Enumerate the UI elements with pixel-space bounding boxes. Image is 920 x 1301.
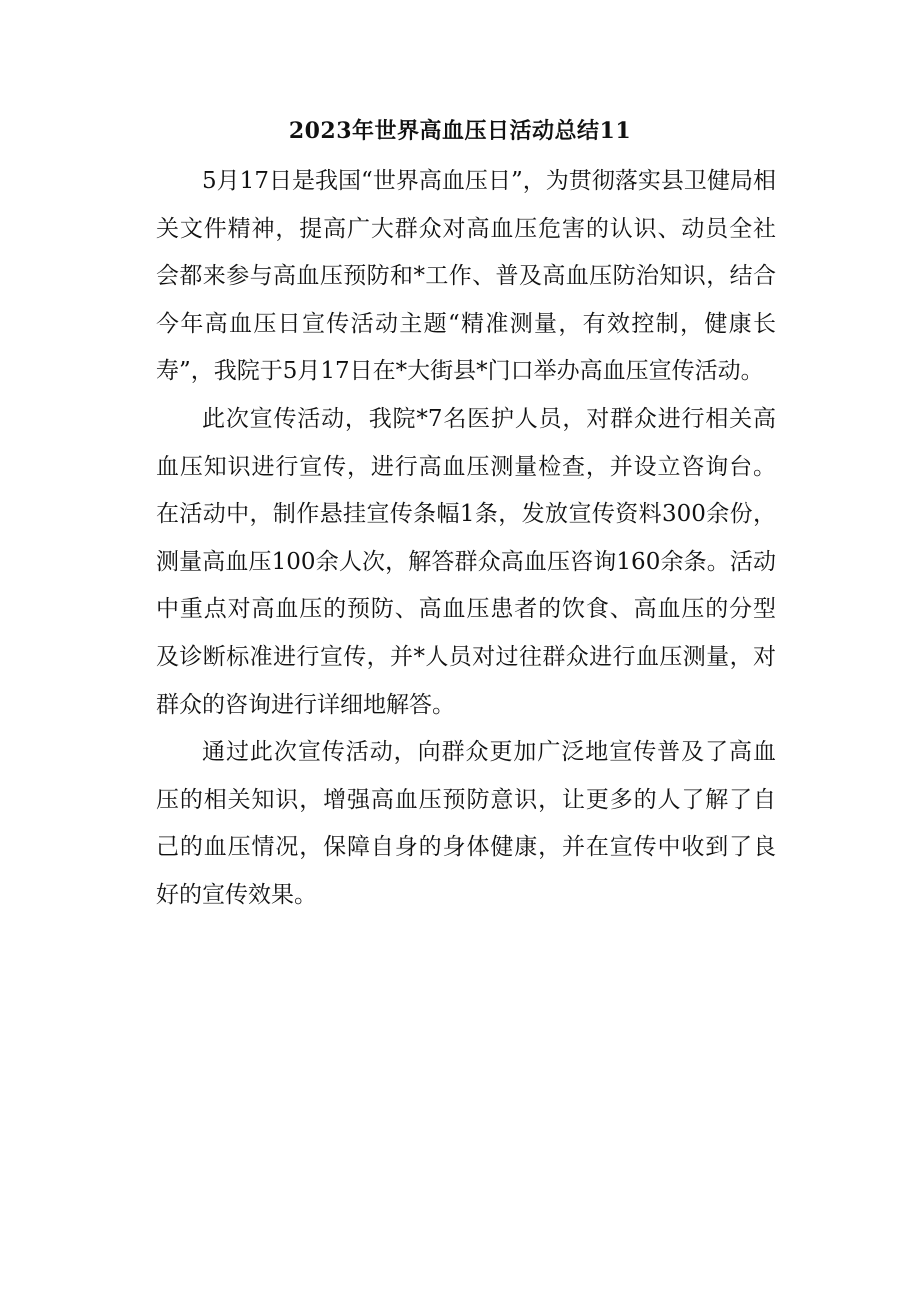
paragraph-2: 此次宣传活动，我院*7名医护人员，对群众进行相关高血压知识进行宣传，进行高血压测量检查，并设立咨询台。在活动中，制作悬挂宣传条幅1条，发放宣传资料300余份，测量高血压100余人次，解答群众高血压咨询160余条。活动中重点对高血压的预防、高血压患者的饮食、高血压的分型及诊断标准进行宣传，并*人员对过往群众进行血压测量，对群众的咨询进行详细地解答。 [156, 405, 776, 718]
paragraph-3: 通过此次宣传活动，向群众更加广泛地宣传普及了高血压的相关知识，增强高血压预防意识，让更多的人了解了自己的血压情况，保障自身的身体健康，并在宣传中收到了良好的宣传效果。 [156, 739, 776, 908]
paragraph-1: 5月17日是我国“世界高血压日”，为贯彻落实县卫健局相关文件精神，提高广大群众对高血压危害的认识、动员全社会都来参与高血压预防和*工作、普及高血压防治知识，结合今年高血压日宣传活动主题“精准测量，有效控制，健康长寿”，我院于5月17日在*大街县*门口举办高血压宣传活动。 [156, 168, 776, 385]
document-body [156, 158, 776, 920]
document-title: 2023年世界高血压日活动总结11 [288, 118, 632, 144]
